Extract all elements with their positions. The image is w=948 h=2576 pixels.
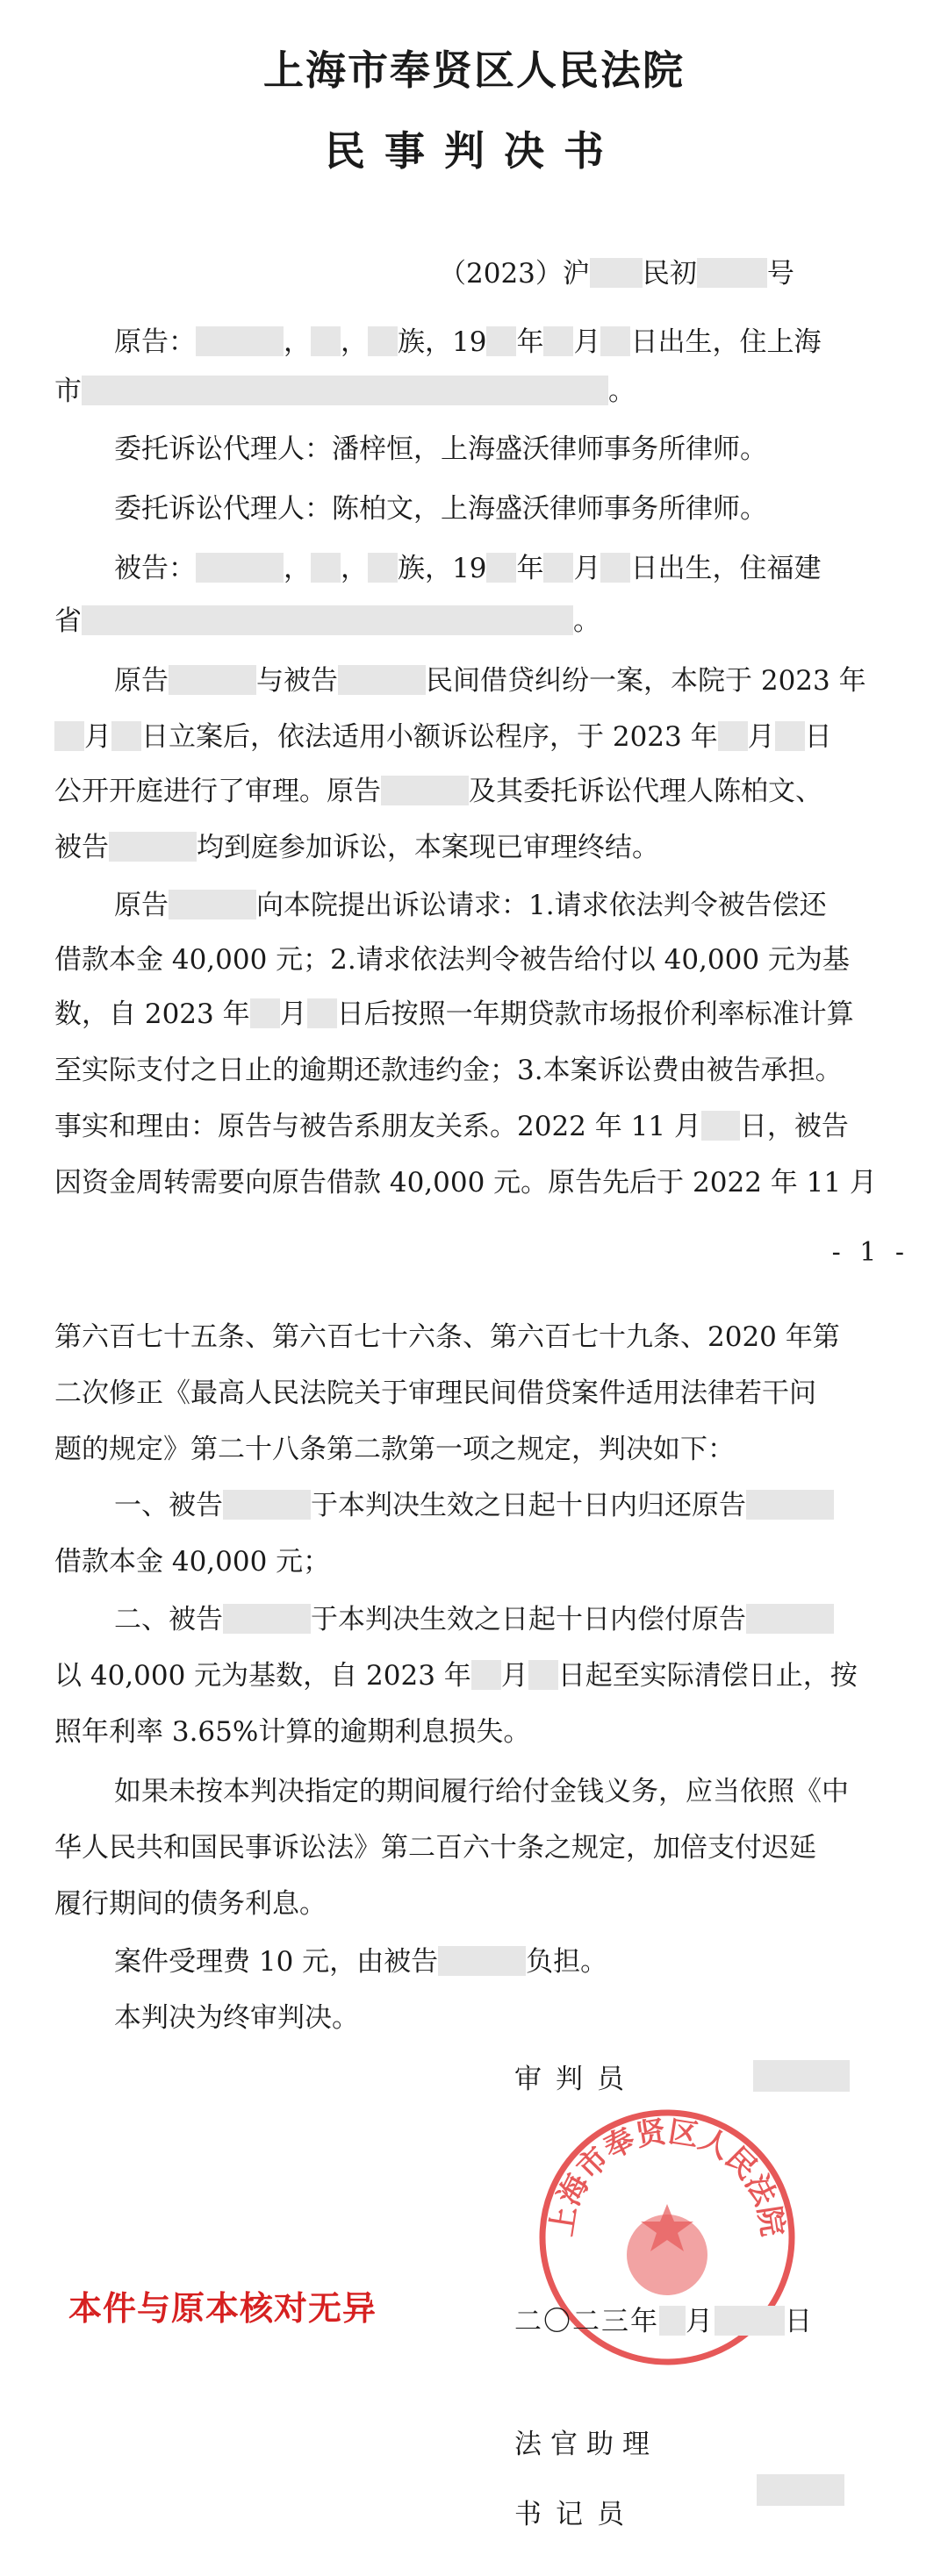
redaction (486, 553, 516, 583)
redaction (311, 553, 341, 583)
redaction (196, 553, 284, 583)
para3-line-1: 第六百七十五条、第六百七十六条、第六百七十九条、2020 年第 (54, 1321, 840, 1353)
clerk-label: 书记员 (514, 2499, 638, 2530)
plaintiff-line-1: 原告： ， ， 族，19 年 月 日出生，住上海 (114, 326, 822, 358)
para1-line-2: 月 日立案后，依法适用小额诉讼程序，于 2023 年 月 日 (54, 718, 832, 756)
redaction (486, 326, 516, 356)
redaction (307, 998, 337, 1028)
redaction (600, 326, 630, 356)
para2-line-5: 事实和理由：原告与被告系朋友关系。2022 年 11 月 日，被告 (54, 1111, 849, 1142)
redaction (600, 553, 630, 583)
assistant-label: 法官助理 (514, 2429, 658, 2460)
judgment-2-line-1: 二、被告 于本判决生效之日起十日内偿付原告 (114, 1600, 834, 1639)
redaction (746, 1490, 834, 1520)
judgment-2-line-3: 照年利率 3.65%计算的逾期利息损失。 (54, 1716, 531, 1748)
judge-label: 审判员 (514, 2064, 638, 2095)
redaction (543, 326, 573, 356)
para2-line-2: 借款本金 40,000 元；2.请求依法判令被告给付以 40,000 元为基 (54, 944, 850, 976)
redaction (775, 721, 805, 751)
redaction (718, 721, 748, 751)
redaction (109, 832, 197, 862)
redaction (528, 1660, 558, 1690)
redaction (438, 1946, 526, 1976)
clerk-name-redaction (757, 2474, 844, 2506)
page-number: - 1 - (831, 1237, 909, 1268)
agent-1: 委托诉讼代理人：潘梓恒，上海盛沃律师事务所律师。 (114, 433, 767, 465)
court-name: 上海市奉贤区人民法院 (263, 47, 685, 94)
defendant-line-2: 省 。 (54, 605, 600, 637)
case-number: （2023）沪 民初 号 (439, 258, 794, 290)
agent-2: 委托诉讼代理人：陈柏文，上海盛沃律师事务所律师。 (114, 493, 767, 525)
redaction (368, 326, 398, 356)
redaction (250, 998, 280, 1028)
para1-line-4: 被告 均到庭参加诉讼，本案现已审理终结。 (54, 832, 659, 863)
redaction (697, 258, 767, 288)
judge-name-redaction (753, 2060, 850, 2092)
redaction (311, 326, 341, 356)
judgment-1-line-1: 一、被告 于本判决生效之日起十日内归还原告 (114, 1486, 834, 1525)
para2-line-4: 至实际支付之日止的逾期还款违约金；3.本案诉讼费由被告承担。 (54, 1055, 843, 1086)
seal-text: 上海市奉贤区人民法院 (544, 2114, 790, 2239)
plaintiff-line-2: 市 。 (54, 376, 636, 407)
redaction (223, 1604, 311, 1634)
para1-line-3: 公开开庭进行了审理。原告 及其委托诉讼代理人陈柏文、 (54, 776, 822, 807)
redaction (701, 1111, 740, 1141)
para4-line-2: 华人民共和国民事诉讼法》第二百六十条之规定，加倍支付迟延 (54, 1832, 816, 1864)
para4-line-1: 如果未按本判决指定的期间履行给付金钱义务，应当依照《中 (114, 1776, 849, 1807)
verification-stamp: 本件与原本核对无异 (68, 2289, 377, 2328)
redaction (590, 258, 643, 288)
final-line: 本判决为终审判决。 (114, 2002, 359, 2034)
para2-line-3: 数，自 2023 年 月 日后按照一年期贷款市场报价利率标准计算 (54, 998, 854, 1030)
para4-line-3: 履行期间的债务利息。 (54, 1888, 327, 1920)
redaction (338, 665, 426, 695)
para2-line-1: 原告 向本院提出诉讼请求：1.请求依法判令被告偿还 (114, 890, 827, 921)
para3-line-2: 二次修正《最高人民法院关于审理民间借贷案件适用法律若干问 (54, 1377, 816, 1409)
judgment-1-line-2: 借款本金 40,000 元； (54, 1546, 331, 1578)
redaction (715, 2306, 785, 2336)
fee-line: 案件受理费 10 元，由被告 负担。 (114, 1946, 608, 1978)
redaction (746, 1604, 834, 1634)
redaction (368, 553, 398, 583)
redaction (381, 776, 469, 805)
redaction (659, 2306, 686, 2336)
judgment-2-line-2: 以 40,000 元为基数，自 2023 年 月 日起至实际清偿日止，按 (54, 1660, 858, 1692)
redaction (111, 721, 141, 751)
redaction (169, 665, 256, 695)
redaction (471, 1660, 501, 1690)
redaction (196, 326, 284, 356)
para3-line-3: 题的规定》第二十八条第二款第一项之规定，判决如下： (54, 1434, 735, 1465)
defendant-line-1: 被告： ， ， 族，19 年 月 日出生，住福建 (114, 553, 822, 584)
judgment-date: 二〇二三年 月 日 (514, 2306, 814, 2337)
redaction (54, 721, 84, 751)
para2-line-6: 因资金周转需要向原告借款 40,000 元。原告先后于 2022 年 11 月 (54, 1167, 877, 1199)
redaction (223, 1490, 311, 1520)
para1-line-1: 原告 与被告 民间借贷纠纷一案，本院于 2023 年 (114, 665, 866, 697)
redaction (82, 605, 573, 635)
redaction (543, 553, 573, 583)
redaction (169, 890, 256, 919)
redaction (82, 376, 608, 405)
document-type: 民事判决书 (325, 127, 623, 175)
